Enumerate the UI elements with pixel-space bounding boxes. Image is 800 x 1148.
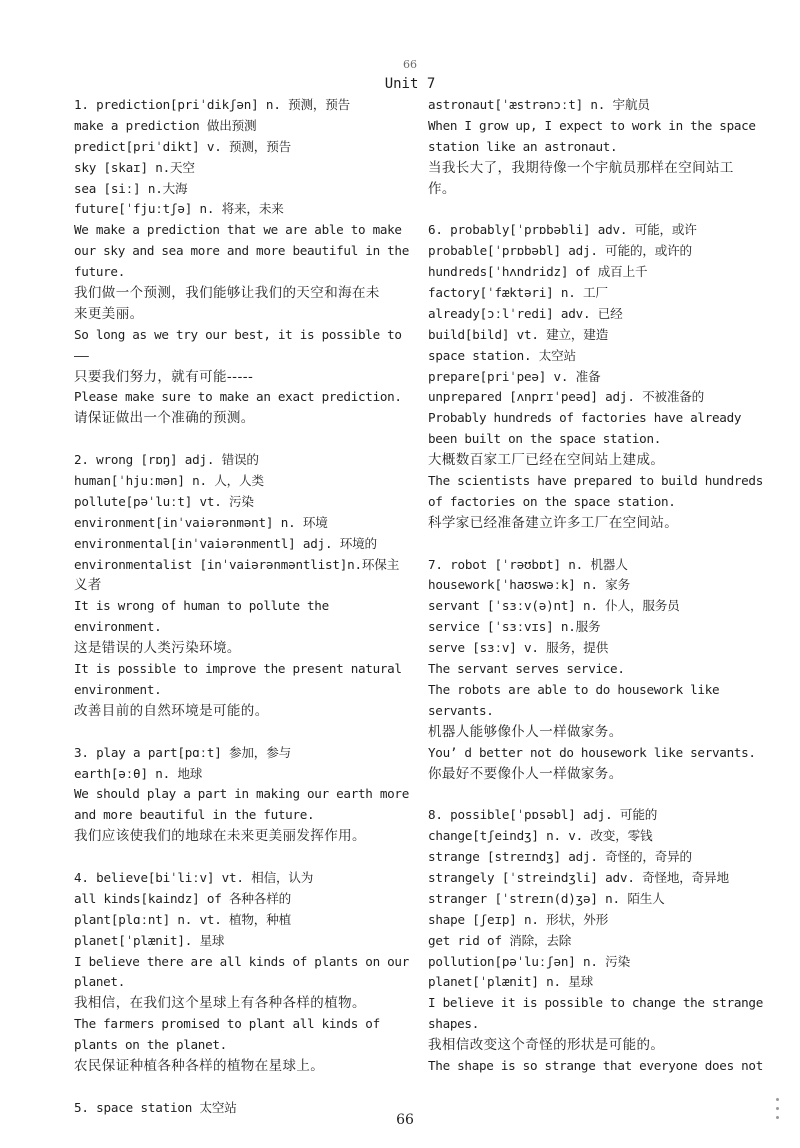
blank-line <box>74 1077 400 1098</box>
blank-line <box>74 847 400 868</box>
chinese-line: 作。 <box>428 180 456 197</box>
vocab-line: environment[inˈvaiərənmənt] n. 环境 <box>74 514 328 530</box>
left-column <box>74 95 409 1119</box>
english-line: It is possible to improve the present natural <box>74 661 402 677</box>
english-line: When I grow up, I expect to work in the space <box>428 117 756 133</box>
english-line: environment. <box>74 681 162 697</box>
top-page-number: 66 <box>403 58 417 71</box>
chinese-line: 来更美丽。 <box>74 305 144 322</box>
english-line: been built on the space station. <box>428 431 662 447</box>
unit-title: Unit 7 <box>384 76 436 92</box>
blank-line <box>428 534 758 555</box>
chinese-line: 我相信，在我们这个星球上有各种各样的植物。 <box>74 995 366 1012</box>
margin-dots <box>776 1098 782 1125</box>
english-line: It is wrong of human to pollute the <box>74 598 329 614</box>
vocab-line: strangely [ˈstreindʒli] adv. 奇怪地，奇异地 <box>428 869 729 885</box>
chinese-line: 改善目前的自然环境是可能的。 <box>74 702 269 719</box>
english-line: So long as we try our best, it is possible to <box>74 326 402 342</box>
blank-line <box>74 722 400 743</box>
vocab-line: service [ˈsɜːvɪs] n.服务 <box>428 619 601 635</box>
chinese-line: 我们做一个预测，我们能够让我们的天空和海在未 <box>74 285 380 302</box>
english-line: of factories on the space station. <box>428 493 676 509</box>
vocab-line: 6. probably[ˈprɒbəbli] adv. 可能，或许 <box>428 222 697 238</box>
english-line: planet. <box>74 974 125 990</box>
vocab-line: 4. believe[biˈliːv] vt. 相信，认为 <box>74 869 314 885</box>
english-line: The scientists have prepared to build hundreds <box>428 473 763 489</box>
vocab-line: environmental[inˈvaiərənmentl] adj. 环境的 <box>74 535 377 551</box>
vocab-line: get rid of 消除，去除 <box>428 932 572 948</box>
vocab-line: strange [streɪndʒ] adj. 奇怪的，奇异的 <box>428 849 692 865</box>
chinese-line: 我们应该使我们的地球在未来更美丽发挥作用。 <box>74 828 366 845</box>
vocab-line: already[ɔːlˈredi] adv. 已经 <box>428 305 623 321</box>
chinese-line: 义者 <box>74 577 102 594</box>
vocab-line: change[tʃeindʒ] n. v. 改变，零钱 <box>428 828 653 844</box>
vocab-line: housework[ˈhaʊswəːk] n. 家务 <box>428 577 630 593</box>
english-line: our sky and sea more and more beautiful in the <box>74 243 409 259</box>
english-line: Please make sure to make an exact prediction. <box>74 389 402 405</box>
vocab-line: probable[ˈprɒbəbl] adj. 可能的，或许的 <box>428 243 692 259</box>
vocab-line: shape [ʃeɪp] n. 形状，外形 <box>428 911 609 927</box>
vocab-line: servant [ˈsɜːv(ə)nt] n. 仆人，服务员 <box>428 598 680 614</box>
vocab-line: build[bild] vt. 建立，建造 <box>428 326 609 342</box>
vocab-line: factory[ˈfæktəri] n. 工厂 <box>428 285 608 301</box>
vocab-line: serve [sɜːv] v. 服务，提供 <box>428 640 609 656</box>
vocab-line: pollution[pəˈluːʃən] n. 污染 <box>428 953 630 969</box>
chinese-line: 我相信改变这个奇怪的形状是可能的。 <box>428 1037 665 1054</box>
vocab-line: space station. 太空站 <box>428 347 576 363</box>
english-line: I believe it is possible to change the strange <box>428 995 763 1011</box>
vocab-line: unprepared [ʌnprɪˈpeəd] adj. 不被准备的 <box>428 389 705 405</box>
english-line: The farmers promised to plant all kinds of <box>74 1016 380 1032</box>
vocab-line: 5. space station 太空站 <box>74 1099 237 1115</box>
right-column <box>428 95 763 1077</box>
vocab-line: sea [siː] n.大海 <box>74 180 188 196</box>
english-line: You’ d better not do housework like servants. <box>428 744 756 760</box>
vocab-line: future[ˈfjuːtʃə] n. 将来，未来 <box>74 201 284 217</box>
english-line: and more beautiful in the future. <box>74 807 315 823</box>
chinese-line: 机器人能够像仆人一样做家务。 <box>428 723 623 740</box>
vocab-line: astronaut[ˈæstrənɔːt] n. 宇航员 <box>428 97 650 112</box>
english-line: We should play a part in making our earth more <box>74 786 409 802</box>
english-line: The robots are able to do housework like <box>428 681 720 697</box>
english-line: I believe there are all kinds of plants on our <box>74 953 409 969</box>
chinese-line: 大概数百家工厂已经在空间站上建成。 <box>428 452 665 469</box>
english-line: environment. <box>74 619 162 635</box>
blank-line <box>428 784 758 805</box>
vocab-line: planet[ˈplænit] n. 星球 <box>428 974 594 990</box>
vocab-line: 7. robot [ˈrəʊbɒt] n. 机器人 <box>428 556 628 572</box>
english-line: station like an astronaut. <box>428 138 618 154</box>
chinese-line: 请保证做出一个准确的预测。 <box>74 410 255 427</box>
blank-line <box>428 199 758 220</box>
vocab-line: pollute[pəˈluːt] vt. 污染 <box>74 493 254 509</box>
chinese-line: 这是错误的人类污染环境。 <box>74 640 241 657</box>
english-line: Probably hundreds of factories have already <box>428 410 742 426</box>
vocab-line: environmentalist [inˈvaiərənməntlist]n.环保主 <box>74 556 400 572</box>
chinese-line: 当我长大了，我期待像一个宇航员那样在空间站工 <box>428 159 734 176</box>
vocab-line: stranger [ˈstreɪn(d)ʒə] n. 陌生人 <box>428 890 665 906</box>
vocab-line: 1. prediction[priˈdikʃən] n. 预测，预告 <box>74 97 351 112</box>
vocab-line: plant[plɑːnt] n. vt. 植物，种植 <box>74 911 291 927</box>
vocab-line: planet[ˈplænit]. 星球 <box>74 932 225 948</box>
chinese-line: 你最好不要像仆人一样做家务。 <box>428 765 623 782</box>
vocab-line: predict[priˈdikt] v. 预测，预告 <box>74 138 291 154</box>
english-line: plants on the planet. <box>74 1037 227 1053</box>
english-line: —— <box>74 347 89 363</box>
vocab-line: earth[əːθ] n. 地球 <box>74 765 203 781</box>
vocab-line: prepare[priˈpeə] v. 准备 <box>428 368 601 384</box>
vocab-line: human[ˈhjuːmən] n. 人，人类 <box>74 473 264 489</box>
chinese-line: 科学家已经准备建立许多工厂在空间站。 <box>428 514 679 531</box>
english-line: future. <box>74 264 125 280</box>
chinese-line: 只要我们努力，就有可能----- <box>74 368 254 385</box>
english-line: The shape is so strange that everyone does not <box>428 1057 763 1073</box>
vocab-line: 2. wrong [rɒŋ] adj. 错误的 <box>74 452 259 468</box>
blank-line <box>74 429 400 450</box>
chinese-line: 农民保证种植各种各样的植物在星球上。 <box>74 1057 325 1074</box>
vocab-line: hundreds[ˈhʌndridz] of 成百上千 <box>428 264 648 280</box>
english-line: We make a prediction that we are able to make <box>74 222 402 238</box>
bottom-page-number: 66 <box>396 1112 414 1128</box>
english-line: The servant serves service. <box>428 661 625 677</box>
english-line: shapes. <box>428 1016 479 1032</box>
english-line: servants. <box>428 702 494 718</box>
vocab-line: 8. possible[ˈpɒsəbl] adj. 可能的 <box>428 807 658 823</box>
vocab-line: sky [skaɪ] n.天空 <box>74 159 195 175</box>
vocab-line: make a prediction 做出预测 <box>74 117 257 133</box>
vocab-line: all kinds[kaindz] of 各种各样的 <box>74 890 291 906</box>
vocab-line: 3. play a part[pɑːt] 参加，参与 <box>74 744 291 760</box>
